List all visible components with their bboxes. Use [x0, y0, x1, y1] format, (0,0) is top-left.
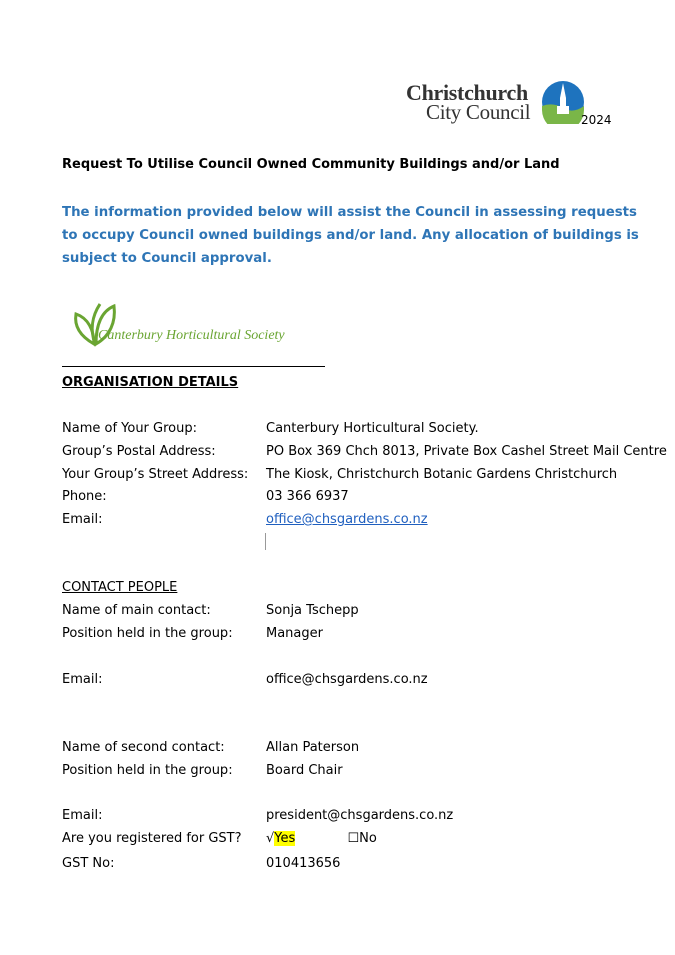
request-title: Request To Utilise Council Owned Community Buildings and/or Land — [62, 157, 560, 172]
society-logo — [70, 300, 310, 350]
society-logo-text: Canterbury Horticultural Society — [98, 328, 285, 343]
postal-address-value: PO Box 369 Chch 8013, Private Box Cashel Street Mail Centre — [266, 444, 667, 459]
phone-value: 03 366 6937 — [266, 489, 349, 504]
postal-address-label: Group’s Postal Address: — [62, 444, 216, 459]
council-logo — [406, 80, 636, 130]
second-email-value: president@chsgardens.co.nz — [266, 808, 454, 823]
info-paragraph: The information provided below will assist the Council in assessing requests to occupy Council owned buildings and/or land. Any allocation of buildings is subject to Council approval. — [62, 205, 639, 266]
main-contact-value: Sonja Tschepp — [266, 603, 359, 618]
gst-options — [266, 831, 377, 846]
main-email-label: Email: — [62, 672, 103, 687]
gst-no-label: No — [359, 831, 377, 846]
cathedral-emblem-icon — [541, 80, 585, 124]
group-name-value: Canterbury Horticultural Society. — [266, 421, 479, 436]
main-email-value: office@chsgardens.co.nz — [266, 672, 428, 687]
second-email-label: Email: — [62, 808, 103, 823]
organisation-heading: ORGANISATION DETAILS — [62, 375, 239, 390]
contact-heading: CONTACT PEOPLE — [62, 580, 178, 595]
gst-yes-label: Yes — [274, 831, 296, 846]
main-position-value: Manager — [266, 626, 323, 641]
gst-number-label: GST No: — [62, 856, 115, 871]
gst-number-value: 010413656 — [266, 856, 341, 871]
second-position-label: Position held in the group: — [62, 763, 233, 778]
main-position-label: Position held in the group: — [62, 626, 233, 641]
divider-line — [62, 366, 325, 367]
gst-yes-checkbox[interactable] — [266, 831, 295, 846]
logo-year: 2024 — [581, 113, 612, 127]
gst-question-label: Are you registered for GST? — [62, 831, 242, 846]
second-contact-value: Allan Paterson — [266, 740, 360, 755]
phone-label: Phone: — [62, 489, 107, 504]
check-icon: √ — [266, 831, 275, 846]
council-logo-line2: City Council — [426, 100, 531, 124]
text-cursor — [265, 533, 266, 550]
email-label: Email: — [62, 512, 103, 527]
council-logo-line1: Christchurch — [406, 80, 528, 105]
group-name-label: Name of Your Group: — [62, 421, 197, 436]
second-contact-label: Name of second contact: — [62, 740, 225, 755]
email-link[interactable]: office@chsgardens.co.nz — [266, 512, 428, 527]
street-address-value: The Kiosk, Christchurch Botanic Gardens Christchurch — [266, 467, 618, 482]
second-position-value: Board Chair — [266, 763, 343, 778]
empty-checkbox-icon: ☐ — [347, 831, 360, 846]
main-contact-label: Name of main contact: — [62, 603, 211, 618]
street-address-label: Your Group’s Street Address: — [62, 467, 249, 482]
gst-no-checkbox[interactable] — [347, 831, 376, 846]
